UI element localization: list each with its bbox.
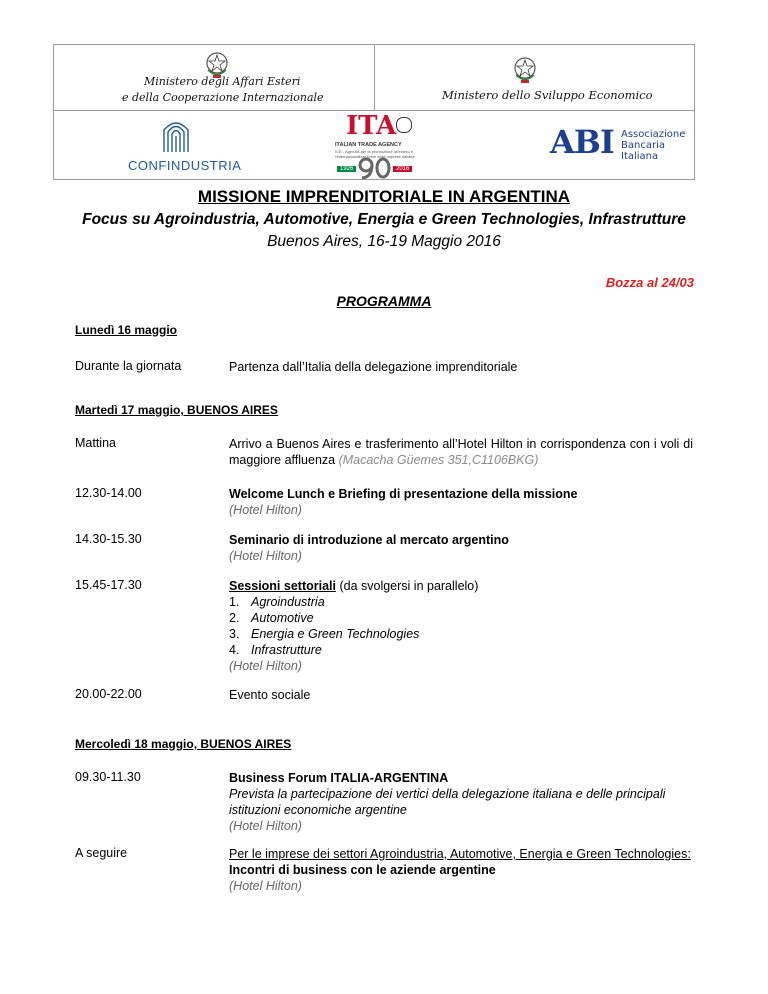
- ita-subtitle: ITALIAN TRADE AGENCY: [335, 142, 402, 148]
- event-title: Incontri di business con le aziende argentine: [229, 863, 496, 877]
- ita-year-end: 2016: [393, 166, 412, 172]
- list-label: Agroindustria: [251, 595, 325, 609]
- event-time: 15.45-17.30: [75, 578, 142, 592]
- mise-name: Ministero dello Sviluppo Economico: [442, 88, 653, 102]
- event-time: 20.00-22.00: [75, 687, 142, 701]
- event-note: (da svolgersi in parallelo): [335, 579, 479, 593]
- event-address: (Macacha Güemes 351,C1106BKG): [338, 453, 539, 467]
- event-title: Welcome Lunch e Briefing di presentazione della missione: [229, 487, 578, 501]
- sector-list: [229, 594, 693, 658]
- draft-badge: Bozza al 24/03: [605, 275, 694, 290]
- list-label: Energia e Green Technologies: [251, 627, 420, 641]
- ita-description: ICE - Agenzia per la promozione all'estero e l'internazionalizzazione delle imprese italiane: [335, 149, 415, 159]
- list-number: 3.: [229, 627, 240, 641]
- event-description: Evento sociale: [229, 688, 311, 702]
- abi-line2: Bancaria: [621, 140, 665, 151]
- event-time: Durante la giornata: [75, 359, 182, 373]
- day-heading: Martedì 17 maggio, BUENOS AIRES: [75, 403, 278, 417]
- abi-full-name: [621, 129, 685, 162]
- event-intro: Per le imprese dei settori Agroindustria, Automotive, Energia e Green Technologies:: [229, 847, 691, 861]
- event-location: (Hotel Hilton): [229, 879, 302, 893]
- event-title: Sessioni settoriali: [229, 579, 336, 593]
- maeci-name-line1: Ministero degli Affari Esteri: [144, 75, 301, 88]
- event-time: 14.30-15.30: [75, 532, 142, 546]
- ita-90-anniversary-icon: [358, 157, 392, 179]
- day-heading: Lunedì 16 maggio: [75, 323, 178, 337]
- table-divider-vertical: [374, 45, 375, 110]
- event-description: [229, 436, 693, 468]
- event-text-main: Arrivo a Buenos Aires e trasferimento all’Hotel Hilton in corrispondenza con i voli di maggiore affluenza: [229, 437, 693, 467]
- event-heading: [229, 578, 693, 594]
- place-and-date: Buenos Aires, 16-19 Maggio 2016: [267, 233, 501, 250]
- list-number: 4.: [229, 643, 240, 657]
- list-item: [229, 626, 693, 642]
- event-time: Mattina: [75, 436, 116, 450]
- event-location: (Hotel Hilton): [229, 503, 302, 517]
- event-location: (Hotel Hilton): [229, 659, 302, 673]
- ita-year-start: 1926: [337, 166, 356, 172]
- maeci-name-line2: e della Cooperazione Internazionale: [122, 91, 324, 104]
- event-title: Business Forum ITALIA-ARGENTINA: [229, 771, 449, 785]
- italian-emblem-icon: [512, 55, 538, 85]
- list-item: [229, 594, 693, 610]
- abi-logo-text: ABI: [550, 123, 614, 161]
- event-title: Seminario di introduzione al mercato argentino: [229, 533, 509, 547]
- event-description: [229, 486, 693, 518]
- logo-header-table: [53, 44, 695, 180]
- list-item: [229, 610, 693, 626]
- event-description: [229, 770, 693, 834]
- list-number: 1.: [229, 595, 240, 609]
- list-label: Infrastrutture: [251, 643, 322, 657]
- day-heading: Mercoledì 18 maggio, BUENOS AIRES: [75, 737, 292, 751]
- event-time: 12.30-14.00: [75, 486, 142, 500]
- list-item: [229, 642, 693, 658]
- ice-mark-icon: [396, 117, 412, 133]
- programma-heading: PROGRAMMA: [336, 293, 432, 309]
- ita-logo-text: ITA: [346, 111, 397, 141]
- abi-line1: Associazione: [621, 129, 686, 140]
- event-location: (Hotel Hilton): [229, 819, 302, 833]
- event-time: A seguire: [75, 846, 128, 860]
- event-description: [229, 846, 693, 894]
- event-description: Partenza dall’Italia della delegazione imprenditoriale: [229, 360, 518, 374]
- event-description: [229, 578, 693, 674]
- document-subtitle: Focus su Agroindustria, Automotive, Energia e Green Technologies, Infrastrutture: [82, 211, 686, 228]
- event-detail: Prevista la partecipazione dei vertici della delegazione italiana e delle principali istituzioni economiche argentine: [229, 787, 666, 817]
- event-time: 09.30-11.30: [75, 770, 141, 784]
- abi-line3: Italiana: [621, 151, 659, 162]
- list-number: 2.: [229, 611, 240, 625]
- document-title: MISSIONE IMPRENDITORIALE IN ARGENTINA: [197, 187, 571, 206]
- event-description: [229, 532, 693, 564]
- event-location: (Hotel Hilton): [229, 549, 302, 563]
- event-text: [229, 436, 693, 468]
- confindustria-label: CONFINDUSTRIA: [128, 158, 242, 173]
- confindustria-logo-icon: [161, 118, 191, 154]
- list-label: Automotive: [251, 611, 314, 625]
